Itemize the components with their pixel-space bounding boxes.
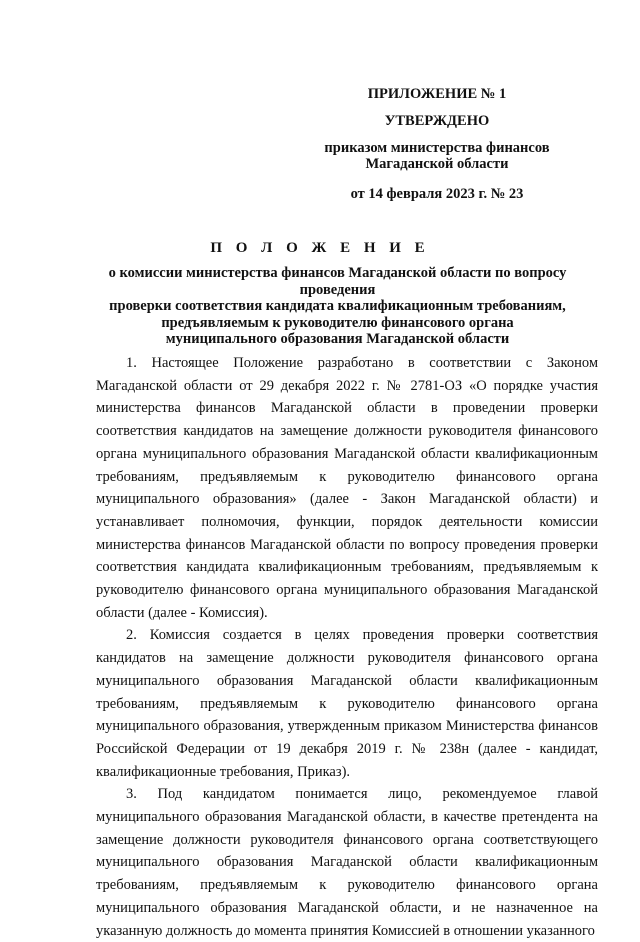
subtitle-line: предъявляемым к руководителю финансового органа — [161, 314, 514, 331]
appendix-label: ПРИЛОЖЕНИЕ № 1 — [367, 86, 507, 102]
order-reference — [322, 140, 552, 172]
document-body — [96, 352, 598, 942]
paragraph: 2. Комиссия создается в целях проведения проверки соответствия кандидатов на замещение должности руководителя финансового органа муниципального образования Магаданской области квалификационным требованиям, предъявляемым к руководителю финансового органа муниципального образования, утвержденным приказом Министерства финансов Российской Федерации от 19 декабря 2019 г. № 238н (далее - кандидат, квалификационные требования, Приказ). — [96, 627, 598, 780]
order-line-2: Магаданской области — [365, 156, 509, 172]
document-subtitle — [95, 265, 580, 348]
approved-label: УТВЕРЖДЕНО — [384, 113, 490, 129]
document-title: П О Л О Ж Е Н И Е — [210, 240, 430, 256]
paragraph: 1. Настоящее Положение разработано в соответствии с Законом Магаданской области от 29 декабря 2022 г. № 2781-ОЗ «О порядке участия министерства финансов Магаданской области в проведении проверки соответствия кандидатов на замещение должности руководителя финансового органа муниципального образования Магаданской области квалификационным требованиям, предъявляемым к руководителю финансового органа муниципального образования» (далее - Закон Магаданской области) и устанавливает полномочия, функции, порядок деятельности комиссии министерства финансов Магаданской области по вопросу проведения проверки соответствия кандидата квалификационным требованиям, предъявляемым к руководителю финансового органа муниципального образования Магаданской области (далее - Комиссия). — [96, 355, 598, 621]
order-date: от 14 февраля 2023 г. № 23 — [350, 186, 524, 202]
subtitle-line: о комиссии министерства финансов Магаданской области по вопросу проведения — [108, 265, 567, 298]
paragraph: 3. Под кандидатом понимается лицо, рекомендуемое главой муниципального образования Магаданской области, в качестве претендента на замещение должности руководителя финансового органа соответствующего муниципального образования Магаданской области квалификационным требованиям, предъявляемым к руководителю финансового органа муниципального образования Магаданской области, и не назначенное на указанную должность до момента принятия Комиссией в отношении указанного — [96, 786, 598, 939]
approval-block — [322, 86, 552, 213]
subtitle-line: муниципального образования Магаданской области — [165, 331, 510, 347]
order-line-1: приказом министерства финансов — [324, 140, 550, 156]
subtitle-line: проверки соответствия кандидата квалификационным требованиям, — [109, 298, 566, 314]
